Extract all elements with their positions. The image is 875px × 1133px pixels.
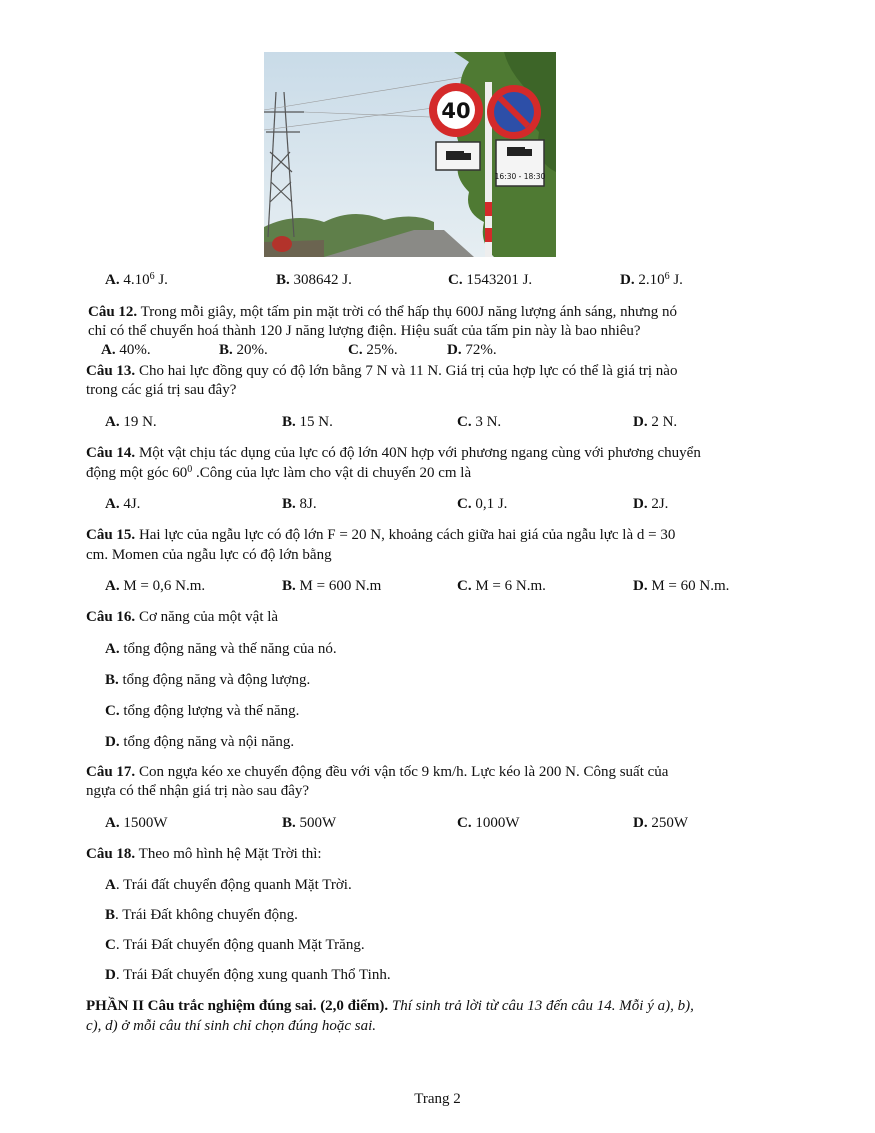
q15-option-d: D. M = 60 N.m. [633, 578, 730, 594]
q14-stem-line1: Câu 14. Một vật chịu tác dụng của lực có độ lớn 40N hợp với phương ngang cùng với phương chuyển [86, 445, 701, 461]
q13-stem-line1: Câu 13. Cho hai lực đồng quy có độ lớn bằng 7 N và 11 N. Giá trị của hợp lực có thể là giá trị nào [86, 363, 678, 379]
page-footer: Trang 2 [414, 1091, 461, 1107]
q16-option-d: D. tổng động năng và nội năng. [105, 734, 295, 750]
q17-option-a: A. 1500W [105, 815, 168, 831]
q13-option-b: B. 15 N. [282, 414, 333, 430]
q12-option-b: B. 20%. [219, 342, 268, 358]
q13-option-a: A. 19 N. [105, 414, 157, 430]
q13-option-c: C. 3 N. [457, 414, 502, 430]
traffic-sign-photo [264, 52, 556, 257]
q17-option-d: D. 250W [633, 815, 689, 831]
q11-option-c: C. 1543201 J. [448, 272, 533, 288]
part2-heading-line1: PHẦN II Câu trắc nghiệm đúng sai. (2,0 điểm). Thí sinh trả lời từ câu 13 đến câu 14. Mỗi ý a), b), [86, 998, 694, 1014]
q18-option-b: B. Trái Đất không chuyển động. [105, 907, 298, 923]
q12-stem-line1: Câu 12. Trong mỗi giây, một tấm pin mặt trời có thể hấp thụ 600J năng lượng ánh sáng, nhưng nó [88, 304, 678, 320]
q12-stem-line2: chỉ có thể chuyển hoá thành 120 J năng lượng điện. Hiệu suất của tấm pin này là bao nhiêu? [88, 323, 641, 339]
q17-option-c: C. 1000W [457, 815, 520, 831]
part2-heading-line2: c), d) ở mỗi câu thí sinh chỉ chọn đúng hoặc sai. [86, 1018, 377, 1034]
q14-option-b: B. 8J. [282, 496, 317, 512]
q11-option-a: A. 4.10$^6$ J. [105, 271, 168, 288]
q15-option-a: A. M = 0,6 N.m. [105, 578, 206, 594]
q12-option-d: D. 72%. [447, 342, 497, 358]
q13-option-d: D. 2 N. [633, 414, 678, 430]
q13-stem-line2: trong các giá trị sau đây? [86, 382, 237, 398]
q15-stem-line1: Câu 15. Hai lực của ngẫu lực có độ lớn F = 20 N, khoảng cách giữa hai giá của ngẫu lực là d = 30 [86, 527, 676, 543]
q12-option-c: C. 25%. [348, 342, 398, 358]
q14-option-a: A. 4J. [105, 496, 141, 512]
q18-option-a: A. Trái đất chuyển động quanh Mặt Trời. [105, 877, 352, 893]
q11-option-b: B. 308642 J. [276, 272, 352, 288]
q11-option-d: D. 2.10$^6$ J. [620, 271, 683, 288]
q18-stem-line1: Câu 18. Theo mô hình hệ Mặt Trời thì: [86, 846, 322, 862]
q15-option-b: B. M = 600 N.m [282, 578, 382, 594]
q14-option-d: D. 2J. [633, 496, 669, 512]
q15-option-c: C. M = 6 N.m. [457, 578, 546, 594]
q17-stem-line1: Câu 17. Con ngựa kéo xe chuyển động đều với vận tốc 9 km/h. Lực kéo là 200 N. Công suất của [86, 764, 669, 780]
time-plate-text: 16:30 - 18:30 [494, 172, 546, 181]
q17-stem-line2: ngựa có thể nhận giá trị nào sau đây? [86, 783, 310, 799]
speed-limit-text: 40 [441, 99, 471, 123]
q18-option-c: C. Trái Đất chuyển động quanh Mặt Trăng. [105, 937, 365, 953]
q16-option-b: B. tổng động năng và động lượng. [105, 672, 311, 688]
q15-stem-line2: cm. Momen của ngẫu lực có độ lớn bằng [86, 547, 332, 563]
q14-stem-line2: động một góc $60^0$ .Công của lực làm cho vật di chuyển 20 cm là [86, 464, 472, 481]
q17-option-b: B. 500W [282, 815, 337, 831]
q16-stem-line1: Câu 16. Cơ năng của một vật là [86, 609, 279, 625]
q18-option-d: D. Trái Đất chuyển động xung quanh Thổ Tinh. [105, 967, 391, 983]
q14-option-c: C. 0,1 J. [457, 496, 508, 512]
q16-option-c: C. tổng động lượng và thế năng. [105, 703, 300, 719]
q16-option-a: A. tổng động năng và thế năng của nó. [105, 641, 337, 657]
q12-option-a: A. 40%. [101, 342, 151, 358]
